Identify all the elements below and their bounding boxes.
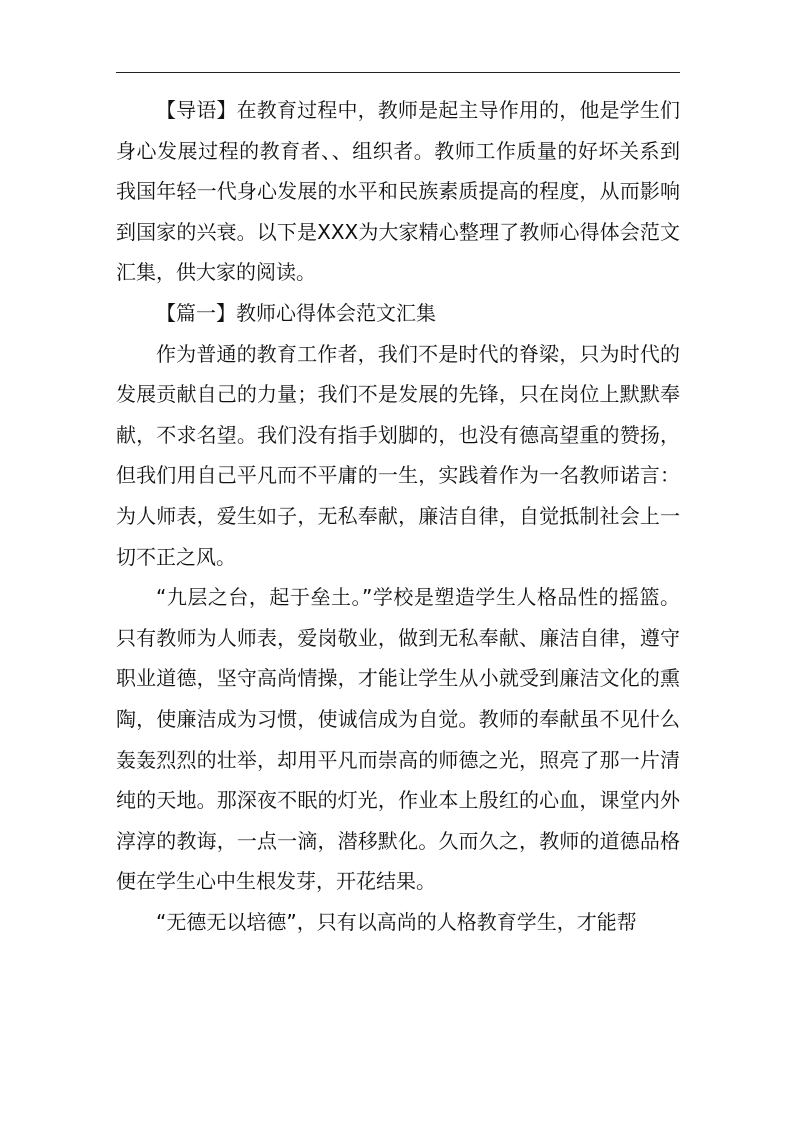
header-rule: [116, 72, 680, 73]
body-paragraph: “无德无以培德”，只有以高尚的人格教育学生，才能帮: [156, 909, 637, 934]
document-body: [116, 90, 680, 942]
section-heading: 【篇一】教师心得体会范文汇集: [156, 300, 436, 325]
intro-paragraph: 【导语】在教育过程中，教师是起主导作用的，他是学生们身心发展过程的教育者、、组织者。教师工作质量的好坏关系到我国年轻一代身心发展的水平和民族素质提高的程度，从而影响到国家的兴衰。以下是XXX为大家精心整理了教师心得体会范文汇集，供大家的阅读。: [116, 98, 680, 285]
body-paragraph: 作为普通的教育工作者，我们不是时代的脊梁，只为时代的发展贡献自己的力量；我们不是发展的先锋，只在岗位上默默奉献，不求名望。我们没有指手划脚的，也没有德高望重的赞扬，但我们用自己平凡而不平庸的一生，实践着作为一名教师诺言：为人师表，爱生如子，无私奉献，廉洁自律，自觉抵制社会上一切不正之风。: [116, 341, 680, 569]
body-paragraph: “九层之台，起于垒土。”学校是塑造学生人格品性的摇篮。只有教师为人师表，爱岗敬业，做到无私奉献、廉洁自律，遵守职业道德，坚守高尚情操，才能让学生从小就受到廉洁文化的熏陶，使廉洁成为习惯，使诚信成为自觉。教师的奉献虽不见什么轰轰烈烈的壮举，却用平凡而崇高的师德之光，照亮了那一片清纯的天地。那深夜不眠的灯光，作业本上殷红的心血，课堂内外淳淳的教诲，一点一滴，潜移默化。久而久之，教师的道德品格便在学生心中生根发芽，开花结果。: [116, 585, 680, 894]
